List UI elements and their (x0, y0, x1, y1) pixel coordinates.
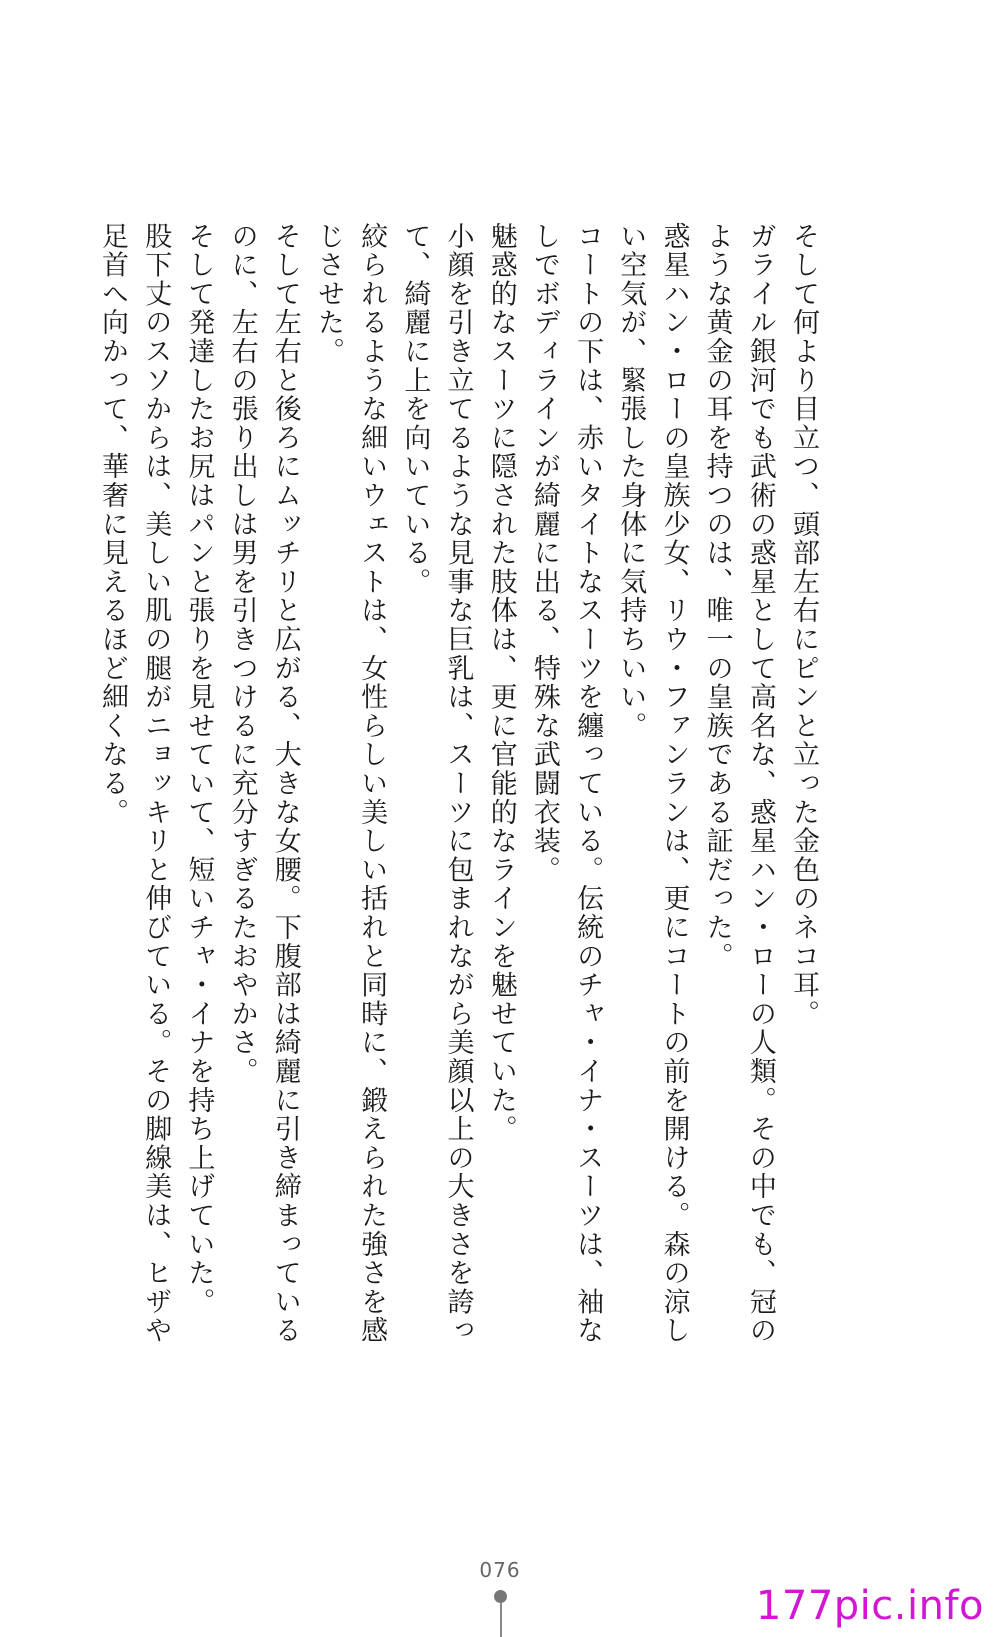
text-line: そして何より目立つ、頭部左右にピンと立った金色のネコ耳。 (788, 222, 819, 1029)
page-marker-line (500, 1602, 502, 1637)
watermark: 177pic.info (755, 1583, 984, 1629)
text-line: 足首へ向かって、華奢に見えるほど細くなる。 (97, 222, 128, 827)
text-line: しでボディラインが綺麗に出る、特殊な武闘衣装。 (528, 222, 560, 885)
text-line: のに、左右の張り出しは男を引きつけるに充分すぎるたおやかさ。 (226, 222, 258, 1086)
text-line: 惑星ハン・ローの皇族少女、リウ・ファンランは、更にコートの前を開ける。森の涼し (658, 222, 690, 1346)
text-line: て、綺麗に上を向いている。 (399, 222, 431, 597)
text-line: 股下丈のスソからは、美しい肌の腿がニョッキリと伸びている。その脚線美は、ヒザや (140, 222, 172, 1346)
text-line: ような黄金の耳を持つのは、唯一の皇族である証だった。 (701, 222, 733, 971)
page-number: 076 (479, 1558, 521, 1582)
text-line: 小顔を引き立てるような見事な巨乳は、スーツに包まれながら美顔以上の大きさを誇っ (442, 222, 474, 1346)
text-line: ガライル銀河でも武術の惑星として高名な、惑星ハン・ローの人類。その中でも、冠の (744, 222, 776, 1346)
text-line: 絞られるような細いウェストは、女性らしい美しい括れと同時に、鍛えられた強さを感 (356, 222, 388, 1346)
text-line: コートの下は、赤いタイトなスーツを纏っている。伝統のチャ・イナ・スーツは、袖な (572, 222, 604, 1346)
text-line: そして発達したお尻はパンと張りを見せていて、短いチャ・イナを持ち上げていた。 (183, 222, 215, 1317)
body-text (90, 222, 824, 1352)
text-line: 魅惑的なスーツに隠された肢体は、更に官能的なラインを魅せていた。 (485, 222, 517, 1144)
text-line: い空気が、緊張した身体に気持ちいい。 (615, 222, 647, 741)
text-line: じさせた。 (312, 222, 344, 366)
text-line: そして左右と後ろにムッチリと広がる、大きな女腰。下腹部は綺麗に引き締まっている (269, 222, 301, 1346)
